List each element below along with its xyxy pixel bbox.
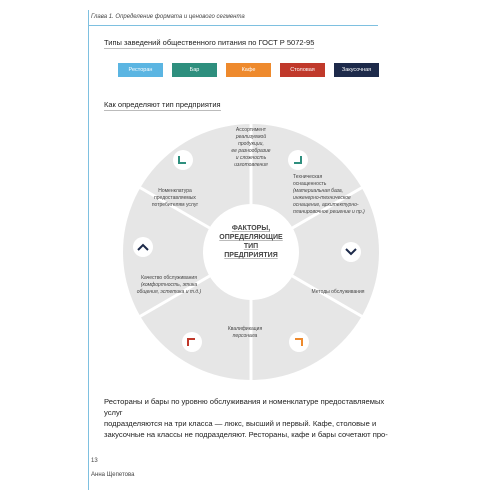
type-canteen bbox=[280, 63, 325, 77]
segment-line: персонала bbox=[232, 333, 258, 339]
segment-line: Качество обслуживания bbox=[141, 275, 197, 281]
type-label: Закусочная bbox=[341, 67, 372, 73]
segment-line: (материальная база, bbox=[293, 188, 344, 194]
marker-right bbox=[341, 242, 361, 262]
types-row bbox=[118, 63, 379, 77]
type-label: Кафе bbox=[241, 67, 256, 73]
body-line: подразделяются на три класса — люкс, высший и первый. Кафе, столовые и bbox=[104, 419, 377, 428]
body-paragraph bbox=[104, 396, 394, 440]
segment-line: Номенклатура bbox=[158, 188, 192, 194]
segment-line: Квалификация bbox=[227, 326, 263, 332]
segment-line: Техническая bbox=[293, 174, 323, 180]
segment-line: реализуемой bbox=[235, 134, 267, 140]
diagram-center-title bbox=[217, 224, 285, 260]
segment-line: общения, эстетика и т.д.) bbox=[136, 289, 202, 295]
body-line: Рестораны и бары по уровню обслуживания и номенклатуре предоставляемых услуг bbox=[104, 397, 385, 417]
type-bar bbox=[172, 63, 217, 77]
center-line: ОПРЕДЕЛЯЮЩИЕ bbox=[219, 234, 283, 241]
segment-line: (комфортность, этика bbox=[140, 282, 198, 288]
type-label: Ресторан bbox=[128, 67, 153, 73]
marker-bottom-right bbox=[289, 332, 309, 352]
segment-line: предоставляемых bbox=[154, 195, 196, 201]
page-number: 13 bbox=[91, 458, 98, 464]
segment-line: инженерно-техническое bbox=[293, 195, 351, 201]
segment-assortment bbox=[219, 127, 283, 169]
body-line: закусочные на классы не подразделяют. Рестораны, кафе и бары сочетают про- bbox=[104, 430, 388, 439]
type-restaurant bbox=[118, 63, 163, 77]
marker-top-right bbox=[288, 150, 308, 170]
segment-line: Ассортимент bbox=[235, 127, 267, 133]
segment-line: оснащение, архитектурно- bbox=[293, 202, 359, 208]
center-line: ФАКТОРЫ, bbox=[231, 225, 271, 232]
marker-top-left bbox=[173, 150, 193, 170]
segment-line: оснащенность bbox=[293, 181, 327, 187]
segment-nomenclature bbox=[135, 188, 215, 209]
type-label: Бар bbox=[189, 67, 200, 73]
left-margin-rule bbox=[88, 10, 89, 490]
segment-methods bbox=[298, 289, 378, 296]
segment-line: продукции, bbox=[238, 141, 264, 147]
segment-line: и сложность bbox=[235, 155, 267, 161]
segment-quality bbox=[121, 275, 217, 296]
segment-line: потребителям услуг bbox=[151, 202, 199, 208]
segment-line: планировочное решение и пр.) bbox=[293, 209, 365, 215]
how-heading: Как определяют тип предприятия bbox=[104, 100, 221, 109]
type-label: Столовая bbox=[290, 67, 315, 73]
center-line: ТИП bbox=[243, 243, 259, 250]
segment-line: Методы обслуживания bbox=[311, 289, 365, 295]
type-snackbar bbox=[334, 63, 379, 77]
marker-bottom-left bbox=[182, 332, 202, 352]
segment-line: ее разнообразие bbox=[231, 148, 271, 154]
author-name: Анна Щепетова bbox=[91, 472, 135, 478]
chapter-title: Глава 1. Определение формата и ценового сегмента bbox=[91, 14, 245, 20]
segment-line: изготовления bbox=[234, 162, 268, 168]
segment-staff bbox=[215, 326, 275, 340]
center-line: ПРЕДПРИЯТИЯ bbox=[224, 252, 278, 259]
types-heading: Типы заведений общественного питания по ГОСТ Р 5072-95 bbox=[104, 38, 315, 47]
type-cafe bbox=[226, 63, 271, 77]
header-rule bbox=[88, 25, 378, 26]
marker-left bbox=[133, 237, 153, 257]
factors-diagram bbox=[117, 118, 385, 386]
segment-equipment bbox=[293, 174, 381, 216]
